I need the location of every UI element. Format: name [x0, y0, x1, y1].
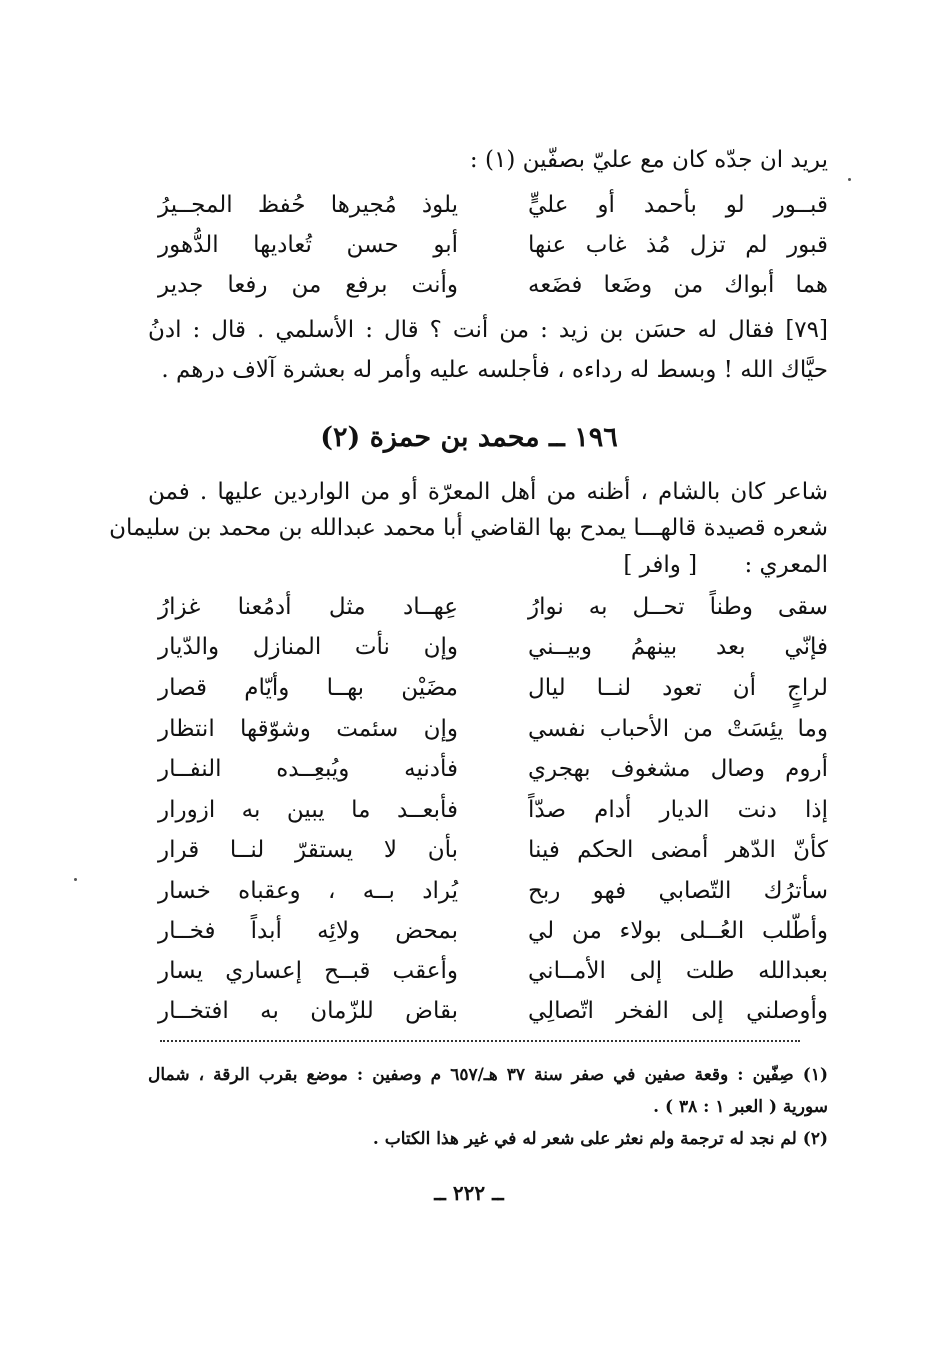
verse-first-hemistich: إذا دنت الديار أدام صدّاً: [528, 797, 828, 823]
verse-second-hemistich: مضَيْن بهــا وأيّام قصار: [158, 675, 458, 701]
verse-second-hemistich: بقاض للزّمان به افتخــار: [158, 998, 458, 1024]
poem-verse: [148, 791, 828, 829]
verse-second-hemistich: وأنت برفع من رفعا جدير: [158, 272, 458, 298]
poem-verse: [148, 992, 828, 1030]
bio-line-3: [148, 547, 828, 583]
footnote-1-line-1: (١) صِفّين : وقعة صفين في صفر سنة ٣٧ هـ/٦٥٧ م وصفين : موضع بقرب الرقة ، شمال: [148, 1065, 828, 1085]
verse-first-hemistich: بعبدالله طلت إلى الأمــاني: [528, 958, 828, 984]
verse-second-hemistich: بمحض ولائِه أبداً فخــار: [158, 918, 458, 944]
poem-verse: [148, 669, 828, 707]
page-number: ــ ٢٢٢ ــ: [434, 1181, 504, 1205]
poem-meter: [ وافر ]: [623, 552, 698, 578]
poem-verse: [148, 912, 828, 950]
intro-line: يريد ان جدّه كان مع عليّ بصفّين (١) :: [469, 147, 828, 173]
verse-first-hemistich: سأترُك التّصابي فهو ربح: [528, 878, 828, 904]
verse-row: [148, 266, 828, 304]
bio-line-2: شعره قصيدة قالهـــا يمدح بها القاضي أبا محمد عبدالله بن محمد بن سليمان: [109, 515, 828, 541]
footnote-2: (٢) لم نجد له ترجمة ولم نعثر على شعر له في غير هذا الكتاب .: [372, 1129, 828, 1149]
poem-verse: [148, 710, 828, 748]
anecdote-line-1: [٧٩] فقال له حسَن بن زيد : من أنت ؟ قال : الأسلمي . قال : ادنُ: [148, 317, 828, 343]
scan-speck: [74, 878, 77, 881]
verse-row: [148, 186, 828, 224]
verse-first-hemistich: لراجٍ أن تعود لنــا ليال: [528, 675, 828, 701]
verse-first-hemistich: سقى وطناً تحــل به نوارُ: [528, 594, 828, 620]
poem-verse: [148, 831, 828, 869]
poem-verse: [148, 588, 828, 626]
anecdote-line-2: حيَّاك الله ! وبسط له رداءه ، فأجلسه عليه وأمر له بعشرة آلاف درهم .: [161, 357, 828, 383]
verse-second-hemistich: فأبعــد ما يبين به ازورار: [158, 797, 458, 823]
verse-first-hemistich: أروم وصال مشغوف بهجري: [528, 756, 828, 782]
verse-second-hemistich: بأن لا يستقرّ لنــا قرار: [158, 837, 458, 863]
verse-first-hemistich: كأنّ الدّهر أمضى الحكم فينا: [528, 837, 828, 863]
footnote-1-line-2: سورية ( العبر ١ : ٣٨ ) .: [653, 1097, 828, 1117]
poem-verse: [148, 872, 828, 910]
poem-verse: [148, 628, 828, 666]
bio-line-1: شاعر كان بالشام ، أظنه من أهل المعرّة أو من الواردين عليها . فمن: [148, 479, 828, 505]
verse-first-hemistich: هما أبواك من وضَعا فضَعه: [528, 272, 828, 298]
verse-row: [148, 226, 828, 264]
poem-verse: [148, 750, 828, 788]
entry-heading: ١٩٦ ــ محمد بن حمزة (٢): [320, 422, 618, 453]
verse-second-hemistich: يُراد بــه ، وعقباه خسار: [158, 878, 458, 904]
verse-first-hemistich: فإنّي بعد بينهمُ وبيــني: [528, 634, 828, 660]
verse-first-hemistich: وما يئِسَتْ من الأحباب نفسي: [528, 716, 828, 742]
verse-first-hemistich: وأوصلني إلى الفخر اتّصالِي: [528, 998, 828, 1024]
verse-second-hemistich: وأعقب قبــح إعساري يسار: [158, 958, 458, 984]
verse-first-hemistich: قبور لم تزل مُذ غاب عنها: [528, 232, 828, 258]
verse-second-hemistich: فأدنيه ويُبعِــده النفــار: [158, 756, 458, 782]
scan-speck: [848, 178, 851, 181]
verse-first-hemistich: قبــور لو بأحمد أو عليٍّ: [528, 192, 828, 218]
poem-verse: [148, 952, 828, 990]
verse-second-hemistich: أبو حسن تُعاديها الدُّهور: [158, 232, 458, 258]
verse-second-hemistich: عِهــاد مثل أدمُعنا غزارُ: [158, 594, 458, 620]
verse-second-hemistich: وإن سئمت وشوّقها انتظار: [158, 716, 458, 742]
bio-line-3-prefix: المعري :: [744, 552, 828, 578]
verse-second-hemistich: وإن نأت المنازل والدّيار: [158, 634, 458, 660]
footnote-separator: [160, 1040, 800, 1042]
verse-first-hemistich: وأطّلب العُــلى بولاء من لي: [528, 918, 828, 944]
verse-second-hemistich: يلوذ مُجيرها حُفظ المجــيرُ: [158, 192, 458, 218]
